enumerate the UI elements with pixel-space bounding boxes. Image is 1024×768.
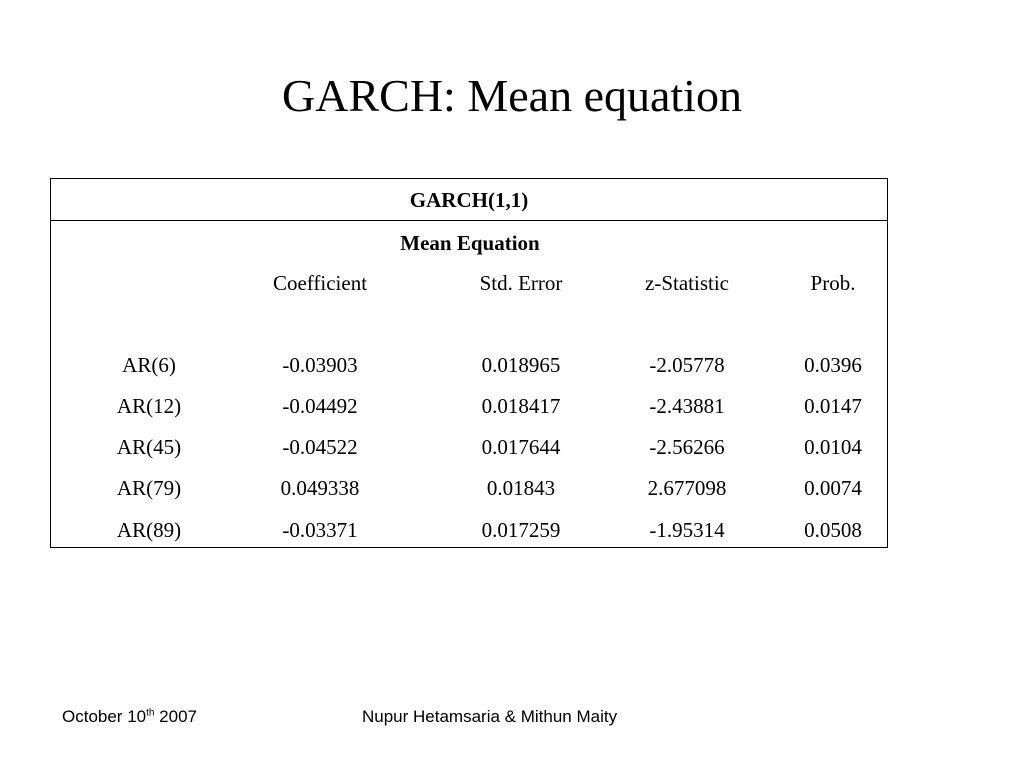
table-cell: -1.95314 [649,518,725,542]
footer-date-prefix: October 10 [62,707,147,726]
table-cell: -2.56266 [649,435,725,459]
table-cell: 0.0104 [804,435,862,459]
row-label: AR(6) [122,353,176,377]
table-cell: -0.04522 [282,435,358,459]
table-cell: -2.05778 [649,353,725,377]
table-cell: 0.017644 [481,435,561,459]
table-cell: 0.0147 [804,394,862,418]
table-cell: -0.03903 [282,353,358,377]
footer-date [62,706,197,728]
table-cell: 0.0396 [804,353,862,377]
table-cell: -0.04492 [282,394,358,418]
table-cell: 0.0508 [804,518,862,542]
table-cell: 0.0074 [804,476,862,500]
column-header: Coefficient [272,271,368,295]
table-cell: 0.018965 [481,353,561,377]
footer-authors: Nupur Hetamsaria & Mithun Maity [362,707,618,726]
footer-date-suffix: 2007 [154,707,197,726]
slide-title: GARCH: Mean equation [282,70,742,121]
table-cell: 0.017259 [481,518,561,542]
column-header: Std. Error [479,271,563,295]
row-label: AR(89) [116,518,182,542]
row-label: AR(45) [116,435,182,459]
table-cell: 0.01843 [486,476,556,500]
column-header: Prob. [810,271,856,295]
table-cell: 0.049338 [280,476,360,500]
table-cell: -2.43881 [649,394,725,418]
table-caption: GARCH(1,1) [51,179,887,221]
table-cell: 0.018417 [481,394,561,418]
table-cell: -0.03371 [282,518,358,542]
section-title: Mean Equation [400,231,540,255]
column-header: z-Statistic [645,271,729,295]
row-label: AR(12) [116,394,182,418]
row-label: AR(79) [116,476,182,500]
footer-date-superscript: th [146,707,155,719]
results-table [50,178,888,548]
table-cell: 2.677098 [647,476,727,500]
